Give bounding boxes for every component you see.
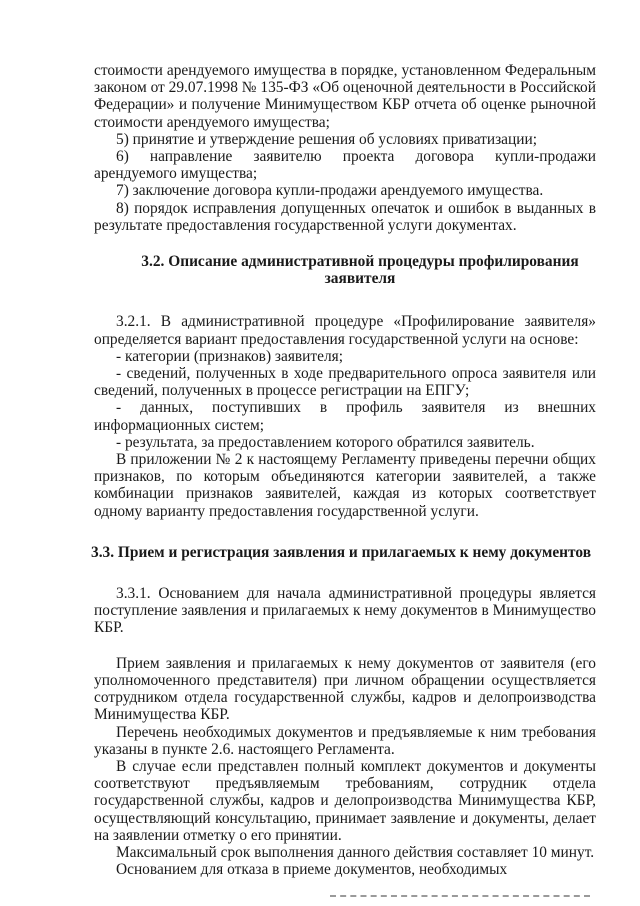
section-3-2-paragraph: 3.2.1. В административной процедуре «Профилирование заявителя» определяется вариант предоставления государственной услуги на основе: bbox=[94, 313, 596, 348]
list-item-7: 7) заключение договора купли-продажи арендуемого имущества. bbox=[116, 182, 544, 200]
bullet-item: - данных, поступивших в профиль заявителя из внешних информационных систем; bbox=[94, 399, 596, 434]
bullet-item: - сведений, полученных в ходе предварительного опроса заявителя или сведений, полученных в процессе регистрации на ЕПГУ; bbox=[94, 365, 596, 400]
section-3-3-paragraph: Максимальный срок выполнения данного действия составляет 10 минут. bbox=[116, 843, 595, 861]
list-item-6: 6) направление заявителю проекта договора купли-продажи арендуемого имущества; bbox=[94, 148, 596, 183]
section-3-3-heading: 3.3. Прием и регистрация заявления и прилагаемых к нему документов bbox=[91, 543, 592, 561]
scan-artifact-line bbox=[330, 895, 590, 899]
section-3-3-paragraph: Прием заявления и прилагаемых к нему документов от заявителя (его уполномоченного представителя) при личном обращении осуществляется сотрудником отдела государственной службы, кадров и делопроизводства Минимущества КБР. bbox=[94, 654, 596, 724]
section-3-3-paragraph: В случае если представлен полный комплект документов и документы соответствуют предъявляемым требованиям, сотрудник отдела государственной службы, кадров и делопроизводства Минимущества КБР, осуществляющий консультацию, принимает заявление и документы, делает на заявлении отметку о его принятии. bbox=[94, 757, 596, 844]
section-3-2-paragraph: В приложении № 2 к настоящему Регламенту приведены перечни общих признаков, по которым объединяются категории заявителей, а также комбинации признаков заявителей, каждая из которых соответствует одному варианту предоставления государственной услуги. bbox=[94, 451, 596, 520]
bullet-item: - категории (признаков) заявителя; bbox=[116, 347, 344, 365]
bullet-item: - результата, за предоставлением которого обратился заявитель. bbox=[116, 433, 535, 451]
section-3-3-paragraph: 3.3.1. Основанием для начала административной процедуры является поступление заявления и прилагаемых к нему документов в Минимущество КБР. bbox=[94, 585, 596, 637]
section-3-2-heading: 3.2. Описание административной процедуры профилирования заявителя bbox=[141, 253, 579, 288]
paragraph-continuation: стоимости арендуемого имущества в порядке, установленном Федеральным законом от 29.07.1998 № 135-ФЗ «Об оценочной деятельности в Российской Федерации» и получение Минимуществом КБР отчета об оценке рыночной стоимости арендуемого имущества; bbox=[94, 62, 596, 131]
section-3-3-paragraph: Основанием для отказа в приеме документов, необходимых bbox=[116, 861, 508, 879]
section-3-3-paragraph: Перечень необходимых документов и предъявляемые к ним требования указаны в пункте 2.6. настоящего Регламента. bbox=[94, 723, 596, 758]
document-body bbox=[91, 62, 596, 879]
list-item-5: 5) принятие и утверждение решения об условиях приватизации; bbox=[116, 130, 537, 148]
list-item-8: 8) порядок исправления допущенных опечаток и ошибок в выданных в результате предоставления государственной услуги документах. bbox=[94, 199, 596, 234]
